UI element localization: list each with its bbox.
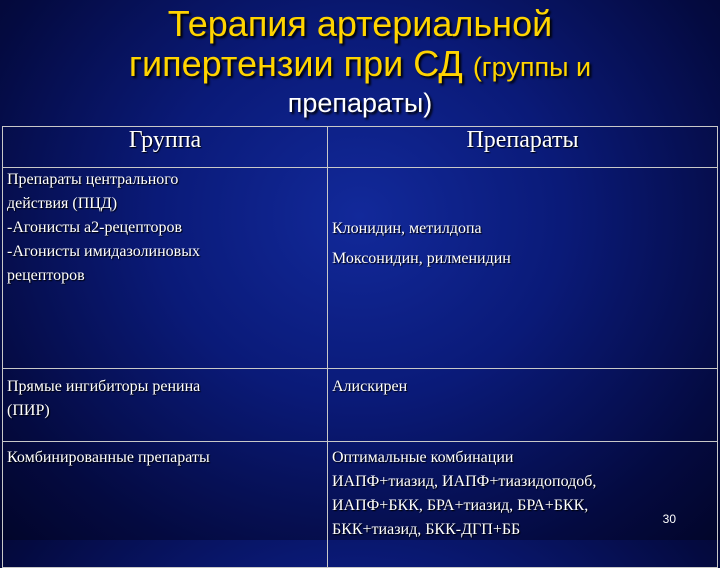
title-line-2 (0, 44, 720, 87)
header-drugs: Препараты (328, 127, 718, 168)
cell-group (3, 442, 328, 568)
title-line-1: Терапия артериальной (167, 3, 553, 44)
group-line: (ПИР) (7, 402, 50, 419)
drug-line: Оптимальные комбинации (332, 449, 514, 466)
table-row (3, 369, 718, 442)
drug-line: ИАПФ+тиазид, ИАПФ+тиазидоподоб, (332, 473, 597, 490)
group-line: Препараты центрального (7, 171, 179, 188)
title-line-3: препараты) (287, 88, 433, 118)
cell-drugs (328, 369, 718, 442)
group-line: -Агонисты а2-рецепторов (7, 219, 183, 236)
table-row (3, 168, 718, 369)
group-line: -Агонисты имидазолиновых (7, 243, 200, 260)
drug-line: БКК+тиазид, БКК-ДГП+ББ (332, 521, 521, 538)
drug-line: Моксонидин, рилменидин (332, 250, 511, 267)
header-group: Группа (3, 127, 328, 168)
drug-line: Алискирен (332, 378, 408, 395)
group-line: действия (ПЦД) (7, 195, 118, 212)
cell-drugs (328, 442, 718, 568)
drug-line: ИАПФ+БКК, БРА+тиазид, БРА+БКК, (332, 497, 589, 514)
cell-drugs (328, 168, 718, 369)
table-header-row (3, 127, 718, 168)
table-row (3, 442, 718, 568)
page-number: 30 (662, 512, 676, 526)
title-line-2-main: гипертензии при СД (128, 43, 463, 84)
drug-table (2, 126, 718, 568)
cell-group (3, 168, 328, 369)
group-line: Комбинированные препараты (7, 449, 210, 466)
group-line: рецепторов (7, 267, 85, 284)
group-line: Прямые ингибиторы ренина (7, 378, 201, 395)
title-line-2-sub: (группы и (472, 52, 592, 82)
cell-group (3, 369, 328, 442)
drug-line: Клонидин, метилдопа (332, 220, 482, 237)
slide-title (0, 4, 720, 87)
